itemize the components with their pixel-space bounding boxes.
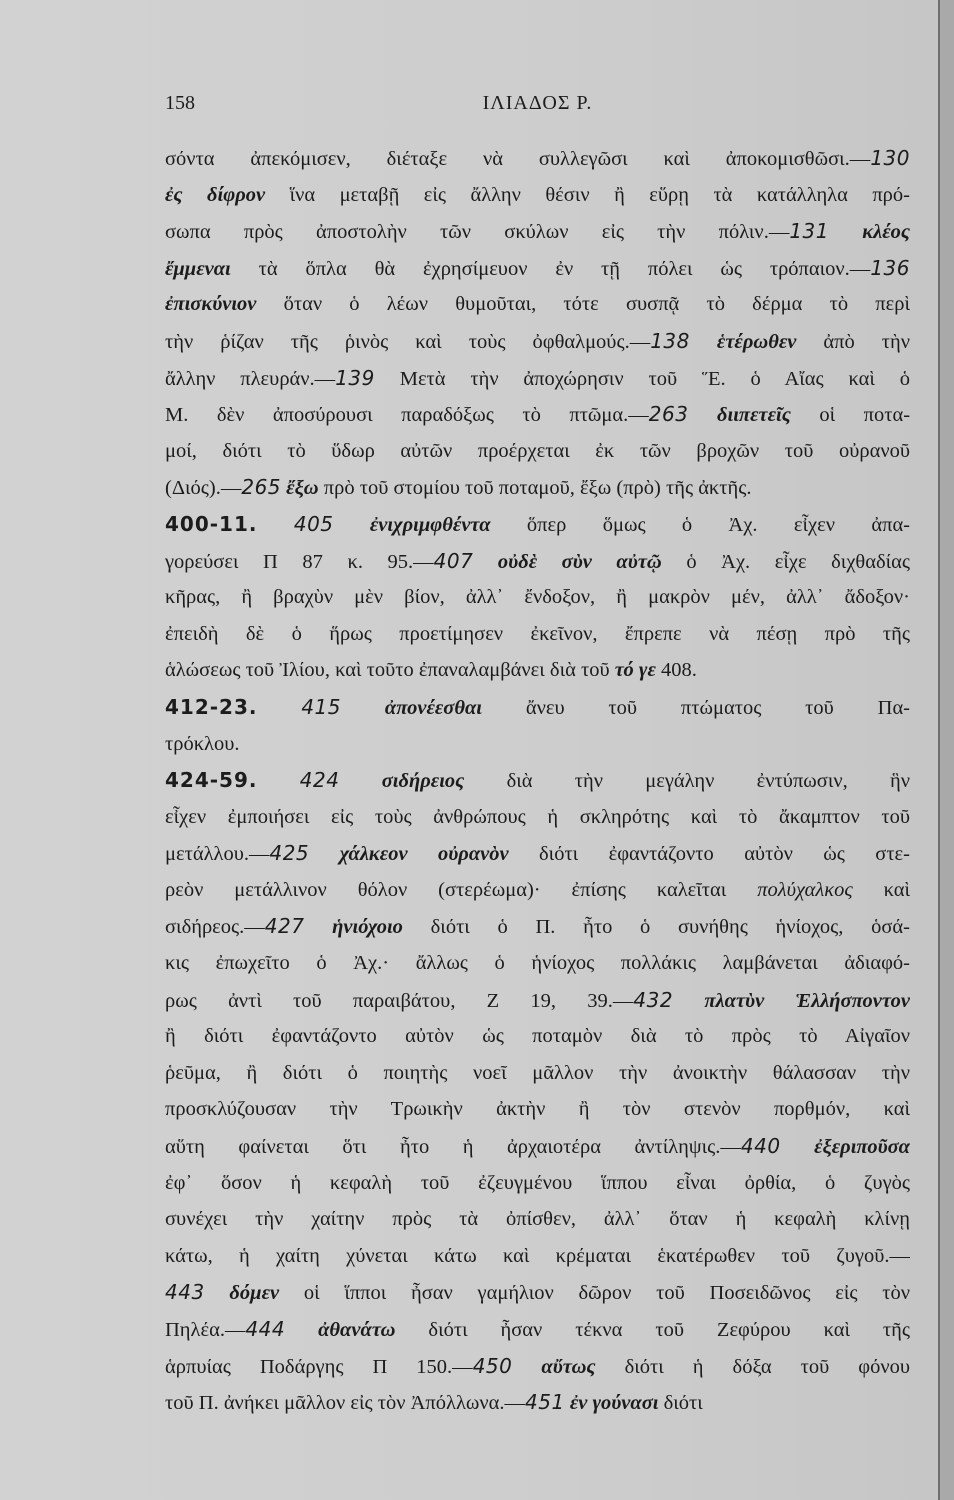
text-line [165, 689, 910, 726]
verse-number: 407 [433, 548, 474, 573]
text-segment: ἵνα μεταβῇ εἰς ἄλλην θέσιν ἢ εὕρῃ τὰ κατάλληλα πρό- [265, 183, 910, 206]
text-segment: τὰ ὅπλα θὰ ἐχρησίμευον ἐν τῇ πόλει ὡς τρόπαιον.— [230, 257, 871, 280]
text-line [165, 469, 910, 506]
lemma: δόμεν [229, 1282, 280, 1305]
text-segment: διότι ἐφαντάζοντο αὐτὸν ὡς στε- [508, 843, 910, 866]
verse-number: 443 [165, 1280, 205, 1305]
text-line [165, 543, 910, 580]
text-segment: συνέχει τὴν χαίτην πρὸς τὰ ὀπίσθεν, ἀλλ᾽ ὅταν ἡ κεφαλὴ κλίνῃ [165, 1208, 910, 1231]
text-segment [205, 1282, 230, 1304]
text-segment: ἁρπυίας Ποδάργης Π 150.— [165, 1355, 473, 1378]
text-segment: ἐπειδὴ δὲ ὁ ἥρως προετίμησεν ἐκεῖνον, ἔπρεπε νὰ πέσῃ πρὸ τῆς [165, 622, 910, 645]
text-line [165, 433, 910, 470]
verse-number: 451 [525, 1390, 565, 1415]
text-segment: ρεὸν μετάλλινον θόλον (στερέωμα)· ἐπίσης καλεῖται [165, 878, 758, 901]
text-line [165, 579, 910, 616]
text-line [165, 835, 910, 872]
verse-number: 138 [650, 328, 690, 353]
text-segment: ἐφ᾽ ὅσον ἡ κεφαλὴ τοῦ ἐζευγμένου ἵππου εἶναι ὀρθία, ὁ ζυγὸς [165, 1171, 910, 1194]
text-line [165, 286, 910, 323]
text-segment [257, 770, 299, 792]
text-segment: σόντα ἀπεκόμισεν, διέταξε νὰ συλλεγῶσι καὶ ἀποκομισθῶσι.— [165, 148, 871, 170]
lemma: ἐν γούνασι [569, 1392, 659, 1415]
text-segment: προσκλύζουσαν τὴν Τρωικὴν ἀκτὴν ἢ τὸν στενὸν πορθμόν, καὶ [165, 1098, 910, 1121]
section-range: 412-23. [165, 694, 258, 719]
verse-number: 405 [293, 511, 334, 536]
running-title: ΙΛΙΑΔΟΣ Ρ. [482, 92, 593, 114]
text-segment: ὅταν ὁ λέων θυμοῦται, τότε συσπᾷ τὸ δέρμα τὸ περὶ [256, 293, 910, 316]
text-line [165, 1384, 910, 1421]
text-segment: σωπα πρὸς ἀποστολὴν τῶν σκύλων εἰς τὴν πόλιν.— [165, 221, 790, 244]
text-segment: γορεύσει Π 87 κ. 95.— [165, 550, 434, 573]
text-segment: ἀπὸ τὴν [796, 330, 910, 353]
text-segment: ὅπερ ὅμως ὁ Ἀχ. εἶχεν ἀπα- [490, 513, 910, 536]
text-segment [829, 221, 862, 243]
commentary-text [165, 140, 910, 1421]
text-segment [688, 404, 717, 426]
text-line [165, 799, 910, 836]
text-segment: διότι ὁ Π. ἦτο ὁ συνήθης ἡνίοχος, ὁσά- [402, 916, 910, 939]
text-segment: μοί, διότι τὸ ὕδωρ αὐτῶν προέρχεται ἐκ τῶν βροχῶν τοῦ οὐρανοῦ [165, 439, 910, 462]
text-line [165, 140, 910, 177]
text-line [165, 872, 910, 909]
text-segment: ῥεῦμα, ἢ διότι ὁ ποιητὴς νοεῖ μᾶλλον τὴν ἀνοικτὴν θάλασσαν τὴν [165, 1061, 910, 1084]
text-segment [673, 990, 704, 1012]
verse-number: 444 [245, 1317, 286, 1341]
text-segment [257, 697, 301, 719]
lemma: ἀθανάτω [318, 1319, 396, 1341]
text-segment: διότι ἦσαν τέκνα τοῦ Ζεφύρου καὶ τῆς [395, 1319, 910, 1341]
text-segment: πολύχαλκος [757, 878, 853, 901]
section-range: 424-59. [165, 768, 258, 793]
text-segment: αὕτη φαίνεται ὅτι ἦτο ἡ ἀρχαιοτέρα ἀντίληψις.— [165, 1136, 741, 1159]
verse-number: 427 [264, 914, 305, 939]
text-segment: ἢ διότι ἐφαντάζοντο αὐτὸν ὡς ποταμὸν διὰ τὸ πρὸς τὸ Αἰγαῖον [165, 1025, 910, 1048]
verse-number: 450 [472, 1353, 513, 1378]
lemma: ἀπονέεσθαι [384, 696, 482, 719]
text-line [165, 1055, 910, 1092]
lemma: σιδήρειος [381, 770, 465, 793]
text-segment: οἱ ποτα- [790, 404, 910, 427]
text-segment [285, 1319, 318, 1341]
text-segment: Πηλέα.— [165, 1319, 246, 1341]
verse-number: 130 [870, 146, 910, 170]
text-line [165, 1238, 910, 1275]
page-header [165, 92, 910, 120]
lemma: τό γε [614, 659, 656, 682]
text-line [165, 908, 910, 945]
verse-number: 432 [633, 987, 674, 1012]
section-range: 400-11. [165, 511, 258, 536]
text-segment: μετάλλου.— [165, 843, 270, 866]
text-segment: καὶ [852, 878, 910, 901]
text-segment: ἁλώσεως τοῦ Ἰλίου, καὶ τοῦτο ἐπαναλαμβάνει διὰ τοῦ [165, 659, 615, 682]
lemma: πλατὺν Ἑλλήσποντον [704, 989, 910, 1012]
text-line [165, 1201, 910, 1238]
lemma: χάλκεον οὐρανὸν [339, 843, 509, 866]
text-segment: τοῦ Π. ἀνήκει μᾶλλον εἰς τὸν Ἀπόλλωνα.— [165, 1392, 526, 1415]
text-line [165, 360, 910, 397]
text-line [165, 1128, 910, 1165]
text-segment [473, 551, 498, 573]
text-line [165, 726, 910, 763]
text-segment: ὁ Ἀχ. εἶχε διχθαδίας [661, 550, 910, 573]
text-line [165, 652, 910, 689]
text-line [165, 762, 910, 799]
text-segment: οἱ ἵπποι ἦσαν γαμήλιον δῶρον τοῦ Ποσειδῶνος εἰς τὸν [279, 1282, 910, 1305]
text-segment [309, 843, 339, 865]
lemma: διιπετεῖς [717, 404, 791, 427]
text-line [165, 1274, 910, 1311]
page-number: 158 [165, 92, 195, 114]
text-segment [341, 697, 385, 719]
text-segment: τὴν ῥίζαν τῆς ῥινὸς καὶ τοὺς ὀφθαλμούς.— [165, 330, 651, 353]
verse-number: 440 [740, 1134, 781, 1159]
text-segment [339, 770, 381, 792]
text-line [165, 213, 910, 250]
text-line [165, 1165, 910, 1202]
facing-page-edge [938, 0, 954, 1500]
text-segment: κῆρας, ἢ βραχὺν μὲν βίον, ἀλλ᾽ ἔνδοξον, ἢ μακρὸν μέν, ἀλλ᾽ ἄδοξον· [165, 586, 910, 609]
text-segment: ρως ἀντὶ τοῦ παραιβάτου, Ζ 19, 39.— [165, 989, 634, 1012]
verse-number: 263 [648, 402, 689, 427]
text-segment: κις ἐπωχεῖτο ὁ Ἀχ.· ἄλλως ὁ ἡνίοχος πολλάκις λαμβάνεται ἀδιαφό- [165, 952, 910, 975]
text-segment [257, 514, 293, 536]
lemma: ἔμμεναι [165, 257, 231, 280]
lemma: αὔτως [541, 1355, 596, 1378]
text-segment [781, 1136, 815, 1158]
text-segment: ἄνευ τοῦ πτώματος τοῦ Πα- [482, 696, 910, 719]
lemma: ἡνιόχοιο [332, 916, 403, 939]
lemma: ἐς δίφρον [165, 183, 266, 206]
text-line [165, 616, 910, 653]
text-line [165, 396, 910, 433]
text-line [165, 1348, 910, 1385]
text-line [165, 177, 910, 214]
text-line [165, 945, 910, 982]
text-line [165, 1091, 910, 1128]
text-line [165, 982, 910, 1019]
lemma: κλέος [862, 221, 910, 244]
verse-number: 136 [870, 255, 910, 280]
verse-number: 265 [241, 475, 282, 500]
text-segment [334, 514, 370, 536]
text-segment: σιδήρεος.— [165, 916, 265, 939]
text-segment: πρὸ τοῦ στομίου τοῦ ποταμοῦ, ἔξω (πρὸ) τῆς ἀκτῆς. [318, 477, 752, 500]
verse-number: 424 [299, 768, 340, 793]
text-line [165, 1311, 910, 1348]
text-segment: 408. [655, 659, 697, 682]
text-segment: τρόκλου. [165, 732, 240, 755]
text-line [165, 323, 910, 360]
lemma: ἐξεριποῦσα [814, 1136, 910, 1159]
lemma: ἔξω [286, 477, 319, 500]
verse-number: 139 [335, 365, 375, 390]
text-line [165, 1018, 910, 1055]
text-line [165, 506, 910, 543]
text-segment [304, 916, 332, 938]
lemma: ἐνιχριμφθέντα [369, 513, 491, 536]
text-segment: διότι [658, 1392, 703, 1415]
text-segment [690, 331, 717, 353]
verse-number: 415 [301, 694, 342, 719]
text-segment: ἄλλην πλευράν.— [165, 367, 336, 390]
text-segment: διὰ τὴν μεγάλην ἐντύπωσιν, ἣν [464, 770, 910, 793]
text-segment: εἶχεν ἐμποιήσει εἰς τοὺς ἀνθρώπους ἡ σκληρότης καὶ τὸ ἄκαμπτον τοῦ [165, 805, 910, 828]
text-segment: Μετὰ τὴν ἀποχώρησιν τοῦ Ἕ. ὁ Αἴας καὶ ὁ [374, 367, 910, 390]
text-segment [512, 1356, 541, 1378]
text-line [165, 250, 910, 287]
text-segment: (Διός).— [165, 477, 242, 500]
verse-number: 425 [269, 841, 310, 866]
text-segment: διότι ἡ δόξα τοῦ φόνου [595, 1355, 910, 1378]
lemma: οὐδὲ σὺν αὐτῷ [497, 550, 662, 573]
lemma: ἐπισκύνιον [165, 293, 257, 316]
verse-number: 131 [789, 219, 830, 244]
lemma: ἑτέρωθεν [716, 330, 797, 353]
text-segment: κάτω, ἡ χαίτη χύνεται κάτω καὶ κρέμαται ἑκατέρωθεν τοῦ ζυγοῦ.— [165, 1244, 910, 1267]
text-segment: Μ. δὲν ἀποσύρουσι παραδόξως τὸ πτῶμα.— [165, 404, 649, 427]
